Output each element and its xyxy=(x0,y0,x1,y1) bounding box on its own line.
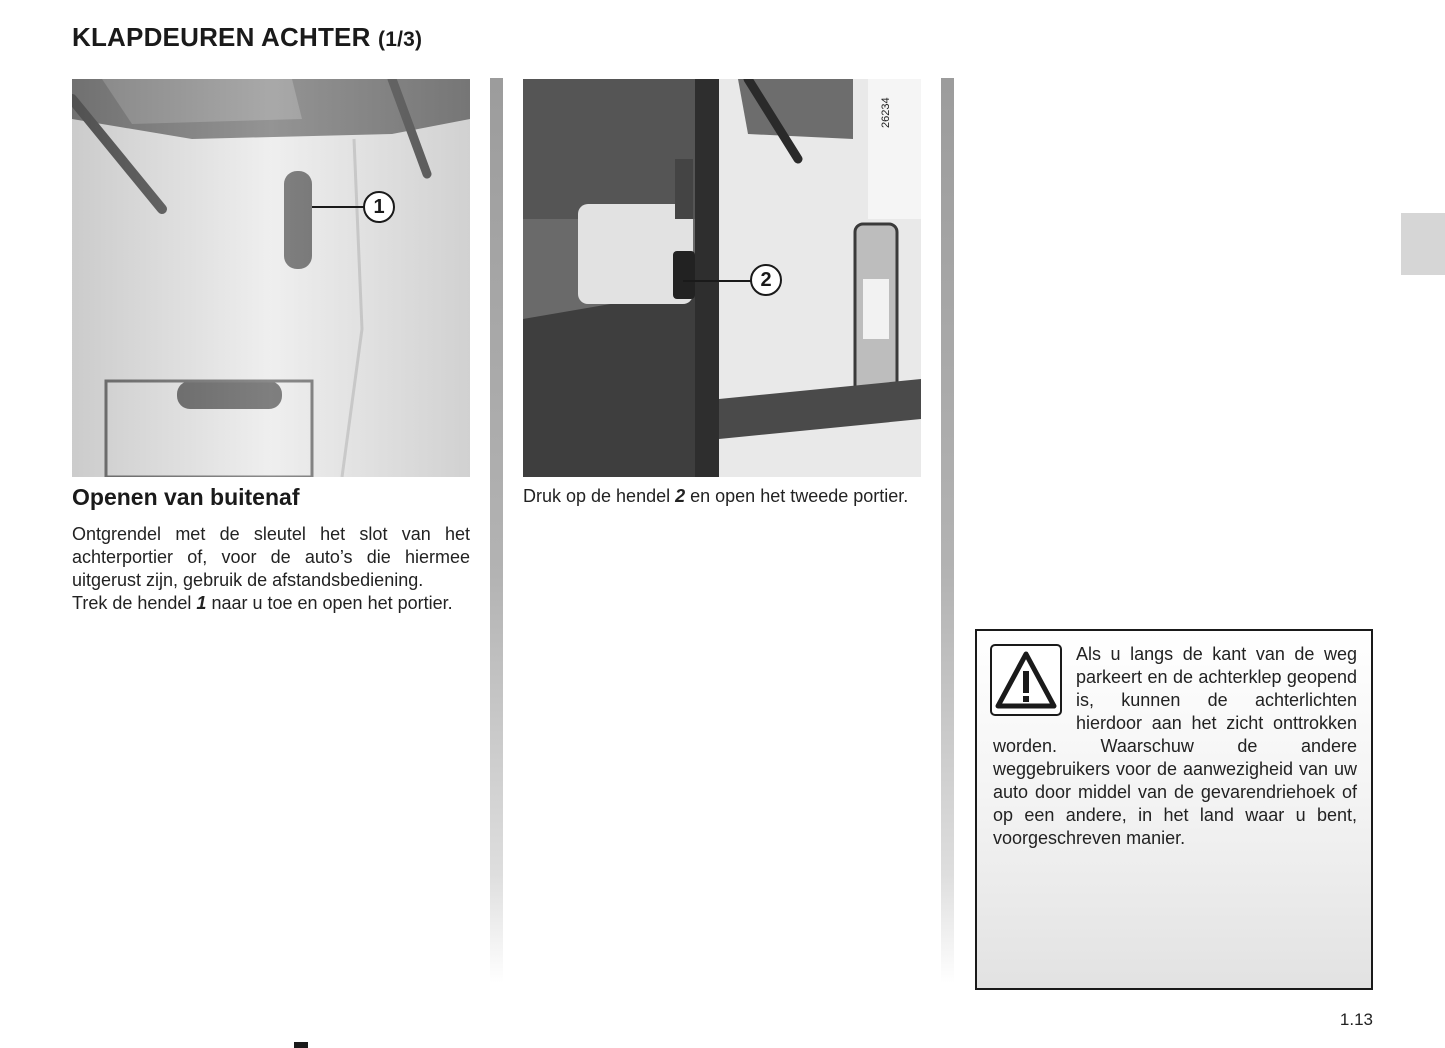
warning-text-container xyxy=(993,643,1357,850)
instruction-paragraph-2 xyxy=(72,592,470,615)
middle-text-before: Druk op de hendel xyxy=(523,486,676,506)
page-title xyxy=(72,22,422,53)
icon-spacer xyxy=(993,643,1076,729)
paragraph-2-before: Trek de hendel xyxy=(72,593,197,613)
middle-text-after: en open het tweede portier. xyxy=(685,486,909,506)
callout-1: 1 xyxy=(363,191,395,223)
instruction-paragraph-1: Ontgrendel met de sleutel het slot van het achterportier of, voor de auto’s die hiermee uitgerust zijn, gebruik de afstandsbediening. xyxy=(72,524,470,590)
photo-reference-number: 26234 xyxy=(880,97,892,128)
instruction-text-middle xyxy=(523,485,921,508)
callout-2: 2 xyxy=(750,264,782,296)
photo-door-inner-lever xyxy=(523,79,921,477)
photo-rear-door-exterior xyxy=(72,79,470,477)
section-heading-opening-outside: Openen van buitenaf xyxy=(72,484,300,510)
lever-reference-1: 1 xyxy=(196,593,207,613)
page-title-main: KLAPDEUREN ACHTER xyxy=(72,22,371,52)
page-title-suffix: (1/3) xyxy=(378,28,423,51)
warning-box xyxy=(975,629,1373,990)
instruction-text-left xyxy=(72,523,470,615)
page-number: 1.13 xyxy=(1339,1010,1373,1029)
lever-reference-2: 2 xyxy=(675,486,686,506)
column-divider-right xyxy=(941,78,954,983)
warning-text: Als u langs de kant van de weg parkeert en de achterklep geopend is, kunnen de achterlichten hierdoor aan het zicht onttrokken worden. Waarschuw de andere weggebruikers voor de aanwezigheid van uw auto door middel van de gevarendriehoek of op een andere, in het land waar u bent, voorgeschreven manier. xyxy=(993,644,1357,848)
callout-2-leader xyxy=(683,280,751,282)
paragraph-2-after: naar u toe en open het portier. xyxy=(206,593,453,613)
callout-1-leader xyxy=(312,206,364,208)
print-mark xyxy=(294,1042,308,1048)
chapter-tab xyxy=(1401,213,1445,275)
column-divider-left xyxy=(490,78,503,983)
